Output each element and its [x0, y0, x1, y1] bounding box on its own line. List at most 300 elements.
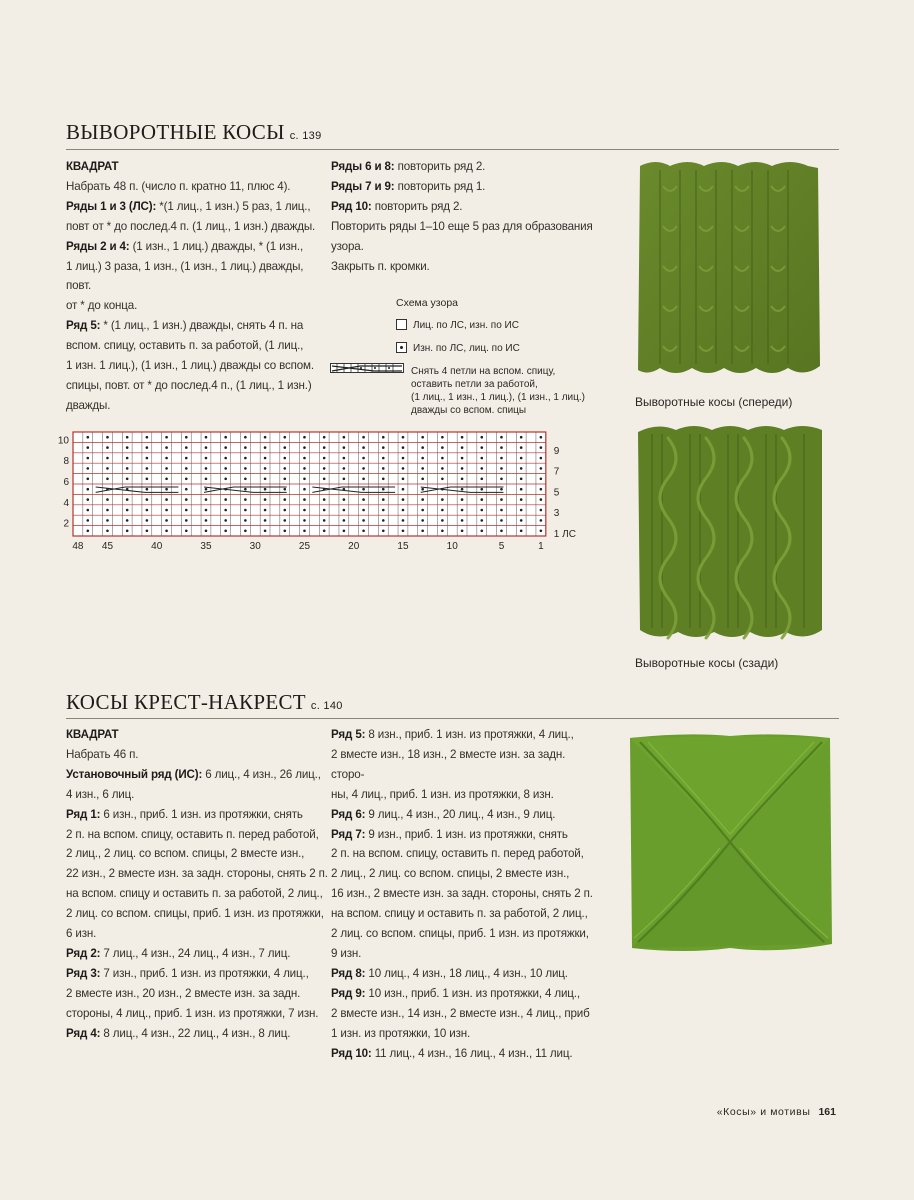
purl-stitch — [283, 478, 286, 481]
purl-stitch — [540, 498, 543, 501]
chart-legend — [330, 297, 590, 417]
purl-stitch — [402, 446, 405, 449]
purl-stitch — [382, 446, 385, 449]
purl-stitch — [165, 488, 168, 491]
text-line: на вспом. спицу и оставить п. за работой, 2 лиц., — [331, 907, 588, 921]
text-line: 2 вместе изн., 14 изн., 2 вместе изн., 4 лиц., приб — [331, 1006, 590, 1020]
purl-stitch — [362, 488, 365, 491]
text-line: 1 изн. 1 лиц.), (1 изн., 1 лиц.) дважды со вспом. — [66, 359, 314, 373]
text-line: КВАДРАТ — [66, 160, 119, 173]
purl-stitch — [264, 488, 267, 491]
purl-stitch — [303, 530, 306, 533]
text-line: 2 лиц. со вспом. спицы, приб. 1 изн. из протяжки, — [66, 907, 324, 921]
purl-stitch — [146, 436, 149, 439]
purl-stitch — [520, 530, 523, 533]
purl-stitch — [323, 467, 326, 470]
purl-stitch — [126, 467, 129, 470]
purl-stitch — [165, 457, 168, 460]
purl-stitch — [343, 498, 346, 501]
purl-stitch — [264, 467, 267, 470]
page-footer — [717, 1106, 836, 1118]
purl-stitch — [283, 519, 286, 522]
text-line: Ряд 1: 6 изн., приб. 1 изн. из протяжки, снять — [66, 807, 303, 821]
purl-stitch — [303, 498, 306, 501]
purl-stitch — [283, 509, 286, 512]
text-line: 2 лиц., 2 лиц. со вспом. спицы, 2 вместе изн., — [331, 867, 570, 881]
purl-stitch — [244, 457, 247, 460]
purl-stitch — [520, 488, 523, 491]
purl-stitch — [146, 446, 149, 449]
purl-stitch — [382, 530, 385, 533]
section2-left-column — [66, 725, 328, 1044]
purl-stitch — [402, 436, 405, 439]
purl-stitch — [540, 478, 543, 481]
purl-stitch — [362, 519, 365, 522]
text-line: Набрать 46 п. — [66, 747, 139, 761]
purl-stitch — [480, 509, 483, 512]
purl-stitch — [244, 488, 247, 491]
purl-stitch — [362, 457, 365, 460]
purl-stitch — [264, 446, 267, 449]
purl-stitch — [540, 530, 543, 533]
caption-back: Выворотные косы (сзади) — [635, 656, 779, 670]
row-label-left: 6 — [63, 476, 69, 488]
legend-cable-line: дважды со вспом. спицы — [411, 405, 527, 416]
purl-stitch — [500, 519, 503, 522]
purl-stitch — [146, 467, 149, 470]
text-line: 1 лиц.) 3 раза, 1 изн., (1 изн., 1 лиц.) дважды, повт. — [66, 259, 304, 293]
row-label-left: 4 — [63, 497, 69, 509]
purl-stitch — [224, 519, 227, 522]
purl-stitch — [106, 478, 109, 481]
purl-stitch — [205, 467, 208, 470]
text-line: повт от * до послед.4 п. (1 лиц., 1 изн.) дважды. — [66, 219, 316, 233]
purl-stitch — [441, 498, 444, 501]
purl-stitch — [323, 498, 326, 501]
text-line: 16 изн., 2 вместе изн. за задн. стороны, снять 2 п. — [331, 887, 593, 901]
purl-stitch — [421, 446, 424, 449]
purl-stitch — [500, 530, 503, 533]
purl-stitch — [441, 467, 444, 470]
section1-page-ref: с. 139 — [289, 130, 322, 142]
knitting-chart — [55, 428, 595, 553]
section1-title — [66, 120, 321, 145]
text-line: Ряд 7: 9 изн., приб. 1 изн. из протяжки, снять — [331, 827, 568, 841]
purl-stitch — [382, 498, 385, 501]
text-line: 2 вместе изн., 20 изн., 2 вместе изн. за задн. — [66, 986, 301, 1000]
text-line: спицы, повт. от * до послед.4 п., (1 лиц., 1 изн.) — [66, 378, 312, 392]
legend-knit-label: Лиц. по ЛС, изн. по ИС — [413, 320, 519, 331]
purl-stitch — [421, 498, 424, 501]
text-line: 2 п. на вспом. спицу, оставить п. перед работой, — [331, 847, 584, 861]
purl-stitch — [441, 436, 444, 439]
purl-stitch — [264, 519, 267, 522]
purl-stitch — [185, 446, 188, 449]
purl-stitch — [362, 467, 365, 470]
purl-stitch — [283, 446, 286, 449]
purl-stitch — [520, 467, 523, 470]
text-line: Ряд 2: 7 лиц., 4 изн., 24 лиц., 4 изн., 7 лиц. — [66, 946, 291, 960]
col-label: 20 — [348, 541, 360, 552]
caption-front: Выворотные косы (спереди) — [635, 395, 793, 409]
purl-stitch — [244, 436, 247, 439]
purl-stitch — [500, 478, 503, 481]
legend-cable-line: Снять 4 петли на вспом. спицу, — [411, 366, 556, 377]
legend-cable-line: (1 лиц., 1 изн., 1 лиц.), (1 изн., 1 лиц.) — [411, 392, 585, 403]
purl-stitch — [224, 436, 227, 439]
purl-stitch — [362, 530, 365, 533]
purl-stitch — [244, 519, 247, 522]
purl-stitch — [185, 509, 188, 512]
purl-stitch — [86, 519, 89, 522]
purl-stitch — [343, 467, 346, 470]
col-label: 10 — [446, 541, 458, 552]
purl-stitch — [205, 446, 208, 449]
purl-stitch — [303, 519, 306, 522]
purl-stitch — [461, 467, 464, 470]
purl-stitch — [86, 446, 89, 449]
purl-stitch — [106, 446, 109, 449]
section2-right-column — [331, 725, 601, 1063]
purl-stitch — [540, 436, 543, 439]
text-line: 22 изн., 2 вместе изн. за задн. стороны, снять 2 п. — [66, 867, 328, 881]
purl-stitch — [303, 478, 306, 481]
text-line: 6 изн. — [66, 927, 97, 941]
purl-stitch — [343, 436, 346, 439]
legend-knit — [396, 319, 519, 332]
purl-stitch — [126, 498, 129, 501]
col-label: 1 — [538, 541, 544, 552]
section2-title-text: КОСЫ КРЕСТ-НАКРЕСТ — [66, 690, 306, 714]
purl-stitch — [126, 478, 129, 481]
purl-stitch — [86, 530, 89, 533]
purl-stitch — [303, 457, 306, 460]
text-line: Ряд 8: 10 лиц., 4 изн., 18 лиц., 4 изн., 10 лиц. — [331, 966, 568, 980]
purl-stitch — [106, 498, 109, 501]
text-line: от * до конца. — [66, 299, 138, 313]
knit-symbol-icon — [396, 319, 407, 330]
purl-stitch — [86, 467, 89, 470]
purl-stitch — [165, 519, 168, 522]
purl-stitch — [402, 457, 405, 460]
purl-stitch — [500, 509, 503, 512]
text-line: Ряд 10: повторить ряд 2. — [331, 199, 463, 213]
purl-stitch — [205, 436, 208, 439]
purl-stitch — [126, 446, 129, 449]
col-label: 35 — [200, 541, 212, 552]
purl-stitch — [244, 478, 247, 481]
section2-rule — [66, 718, 839, 719]
legend-cable-line: оставить петли за работой, — [411, 379, 538, 390]
purl-stitch — [244, 509, 247, 512]
purl-stitch — [303, 509, 306, 512]
purl-stitch — [126, 457, 129, 460]
purl-stitch — [244, 467, 247, 470]
section2-page-ref: с. 140 — [310, 700, 343, 712]
purl-stitch — [264, 530, 267, 533]
text-line: Ряды 6 и 8: повторить ряд 2. — [331, 160, 486, 173]
purl-stitch — [362, 498, 365, 501]
purl-stitch — [185, 478, 188, 481]
purl-stitch — [283, 436, 286, 439]
purl-stitch — [323, 457, 326, 460]
purl-stitch — [165, 478, 168, 481]
swatch-photo-back — [632, 420, 828, 648]
purl-stitch — [520, 478, 523, 481]
purl-stitch — [185, 488, 188, 491]
cable-symbol-icon — [330, 363, 404, 373]
purl-stitch — [185, 530, 188, 533]
purl-stitch — [224, 530, 227, 533]
purl-stitch — [402, 530, 405, 533]
text-line: стороны, 4 лиц., приб. 1 изн. из протяжки, 7 изн. — [66, 1006, 319, 1020]
purl-stitch — [185, 457, 188, 460]
purl-stitch — [343, 530, 346, 533]
legend-cable-text — [411, 365, 585, 417]
purl-stitch — [402, 467, 405, 470]
purl-stitch — [343, 478, 346, 481]
purl-stitch — [106, 436, 109, 439]
purl-stitch — [303, 436, 306, 439]
text-line: Ряд 9: 10 изн., приб. 1 изн. из протяжки, 4 лиц., — [331, 986, 580, 1000]
purl-stitch — [461, 488, 464, 491]
text-line: Ряды 1 и 3 (ЛС): *(1 лиц., 1 изн.) 5 раз, 1 лиц., — [66, 199, 311, 213]
purl-stitch — [441, 509, 444, 512]
col-label: 30 — [249, 541, 261, 552]
purl-stitch — [382, 488, 385, 491]
text-line: 2 лиц. со вспом. спицы, приб. 1 изн. из протяжки, — [331, 927, 589, 941]
purl-stitch — [146, 488, 149, 491]
purl-stitch — [224, 498, 227, 501]
purl-stitch — [224, 446, 227, 449]
purl-stitch — [264, 436, 267, 439]
row-label-left: 8 — [63, 456, 69, 468]
purl-stitch — [520, 436, 523, 439]
text-line: Ряд 10: 11 лиц., 4 изн., 16 лиц., 4 изн., 11 лиц. — [331, 1046, 573, 1060]
purl-stitch — [421, 457, 424, 460]
purl-stitch — [421, 509, 424, 512]
purl-stitch — [441, 457, 444, 460]
purl-stitch — [303, 446, 306, 449]
purl-stitch — [520, 498, 523, 501]
legend-purl — [396, 342, 520, 355]
purl-stitch — [402, 519, 405, 522]
purl-stitch — [283, 498, 286, 501]
purl-stitch — [461, 436, 464, 439]
purl-stitch — [264, 498, 267, 501]
purl-stitch — [500, 436, 503, 439]
purl-stitch — [165, 498, 168, 501]
purl-stitch — [362, 446, 365, 449]
purl-stitch — [323, 509, 326, 512]
purl-stitch — [402, 478, 405, 481]
purl-stitch — [323, 436, 326, 439]
purl-stitch — [224, 509, 227, 512]
row-label-left: 2 — [63, 518, 69, 530]
legend-title: Схема узора — [396, 297, 458, 309]
purl-stitch — [421, 467, 424, 470]
section1-right-column — [331, 157, 601, 276]
purl-stitch — [540, 509, 543, 512]
purl-stitch — [244, 446, 247, 449]
purl-stitch — [205, 478, 208, 481]
purl-stitch — [540, 519, 543, 522]
purl-stitch — [421, 488, 424, 491]
purl-stitch — [86, 488, 89, 491]
col-label: 25 — [298, 541, 311, 552]
purl-stitch — [126, 519, 129, 522]
purl-stitch — [402, 509, 405, 512]
purl-stitch — [343, 446, 346, 449]
text-line: на вспом. спицу и оставить п. за работой, 2 лиц., — [66, 887, 323, 901]
purl-stitch — [480, 488, 483, 491]
purl-stitch — [362, 509, 365, 512]
purl-stitch — [461, 519, 464, 522]
text-line: Ряд 4: 8 лиц., 4 изн., 22 лиц., 4 изн., 8 лиц. — [66, 1026, 291, 1040]
col-label: 5 — [498, 541, 505, 552]
section1-title-text: ВЫВОРОТНЫЕ КОСЫ — [66, 120, 285, 144]
purl-stitch — [303, 467, 306, 470]
purl-stitch — [165, 446, 168, 449]
purl-stitch — [402, 498, 405, 501]
purl-stitch — [264, 509, 267, 512]
row-label-left: 10 — [57, 435, 69, 447]
purl-stitch — [146, 509, 149, 512]
purl-symbol-icon — [396, 342, 407, 353]
text-line: Набрать 48 п. (число п. кратно 11, плюс 4). — [66, 179, 291, 193]
text-line: КВАДРАТ — [66, 728, 119, 741]
legend-purl-label: Изн. по ЛС, лиц. по ИС — [413, 343, 520, 354]
purl-stitch — [480, 446, 483, 449]
purl-stitch — [480, 436, 483, 439]
purl-stitch — [86, 509, 89, 512]
purl-stitch — [421, 436, 424, 439]
purl-stitch — [343, 457, 346, 460]
purl-stitch — [185, 436, 188, 439]
purl-stitch — [480, 478, 483, 481]
row-label-right: 3 — [553, 508, 560, 520]
col-label: 40 — [151, 541, 163, 552]
purl-stitch — [461, 530, 464, 533]
purl-stitch — [185, 519, 188, 522]
purl-stitch — [264, 478, 267, 481]
purl-stitch — [86, 457, 89, 460]
purl-stitch — [283, 530, 286, 533]
purl-stitch — [86, 436, 89, 439]
text-line: ны, 4 лиц., приб. 1 изн. из протяжки, 8 изн. — [331, 787, 554, 801]
purl-stitch — [146, 530, 149, 533]
col-label: 48 — [72, 541, 84, 552]
purl-stitch — [382, 467, 385, 470]
purl-stitch — [441, 478, 444, 481]
purl-stitch — [540, 467, 543, 470]
text-line: 9 изн. — [331, 946, 362, 960]
col-label: 45 — [101, 541, 114, 552]
text-line: вспом. спицу, оставить п. за работой, (1 лиц., — [66, 339, 304, 353]
text-line: 2 лиц., 2 лиц. со вспом. спицы, 2 вместе изн., — [66, 847, 305, 861]
purl-stitch — [323, 519, 326, 522]
purl-stitch — [205, 457, 208, 460]
purl-stitch — [480, 519, 483, 522]
row-label-right: 7 — [553, 466, 560, 478]
purl-stitch — [185, 467, 188, 470]
section1-rule — [66, 149, 839, 150]
purl-stitch — [362, 478, 365, 481]
purl-stitch — [205, 530, 208, 533]
purl-stitch — [500, 457, 503, 460]
purl-stitch — [185, 498, 188, 501]
purl-stitch — [382, 457, 385, 460]
purl-stitch — [500, 446, 503, 449]
purl-stitch — [106, 467, 109, 470]
text-line: Ряд 3: 7 изн., приб. 1 изн. из протяжки, 4 лиц., — [66, 966, 309, 980]
purl-stitch — [126, 436, 129, 439]
purl-stitch — [283, 457, 286, 460]
purl-stitch — [126, 509, 129, 512]
purl-stitch — [205, 519, 208, 522]
purl-stitch — [480, 530, 483, 533]
text-line: Закрыть п. кромки. — [331, 259, 430, 273]
purl-stitch — [461, 478, 464, 481]
purl-stitch — [461, 457, 464, 460]
purl-stitch — [244, 498, 247, 501]
text-line: Установочный ряд (ИС): 6 лиц., 4 изн., 26 лиц., — [66, 767, 321, 781]
purl-stitch — [224, 457, 227, 460]
purl-stitch — [146, 498, 149, 501]
purl-stitch — [382, 519, 385, 522]
purl-stitch — [224, 478, 227, 481]
purl-stitch — [323, 530, 326, 533]
purl-stitch — [540, 488, 543, 491]
purl-stitch — [540, 446, 543, 449]
purl-stitch — [264, 457, 267, 460]
section1-left-column — [66, 157, 316, 416]
purl-stitch — [165, 509, 168, 512]
text-line: Ряд 5: 8 изн., приб. 1 изн. из протяжки, 4 лиц., — [331, 728, 574, 741]
text-line: 2 вместе изн., 18 изн., 2 вместе изн. за задн. сторо- — [331, 747, 566, 781]
purl-stitch — [441, 519, 444, 522]
purl-stitch — [421, 530, 424, 533]
purl-stitch — [126, 530, 129, 533]
purl-stitch — [461, 509, 464, 512]
purl-stitch — [402, 488, 405, 491]
purl-stitch — [283, 467, 286, 470]
text-line: Ряд 6: 9 лиц., 4 изн., 20 лиц., 4 изн., 9 лиц. — [331, 807, 556, 821]
purl-stitch — [146, 519, 149, 522]
row-label-right: 9 — [553, 445, 560, 457]
purl-stitch — [106, 530, 109, 533]
swatch-photo-cross — [626, 730, 836, 956]
text-line: узора. — [331, 239, 364, 253]
text-line: 4 изн., 6 лиц. — [66, 787, 135, 801]
purl-stitch — [500, 488, 503, 491]
purl-stitch — [520, 457, 523, 460]
purl-stitch — [421, 519, 424, 522]
purl-stitch — [303, 488, 306, 491]
purl-stitch — [86, 498, 89, 501]
purl-stitch — [165, 530, 168, 533]
purl-stitch — [244, 530, 247, 533]
text-line: дважды. — [66, 398, 111, 412]
purl-stitch — [382, 509, 385, 512]
purl-stitch — [362, 436, 365, 439]
purl-stitch — [480, 498, 483, 501]
purl-stitch — [106, 457, 109, 460]
purl-stitch — [165, 467, 168, 470]
purl-stitch — [205, 498, 208, 501]
purl-stitch — [382, 436, 385, 439]
purl-stitch — [205, 509, 208, 512]
